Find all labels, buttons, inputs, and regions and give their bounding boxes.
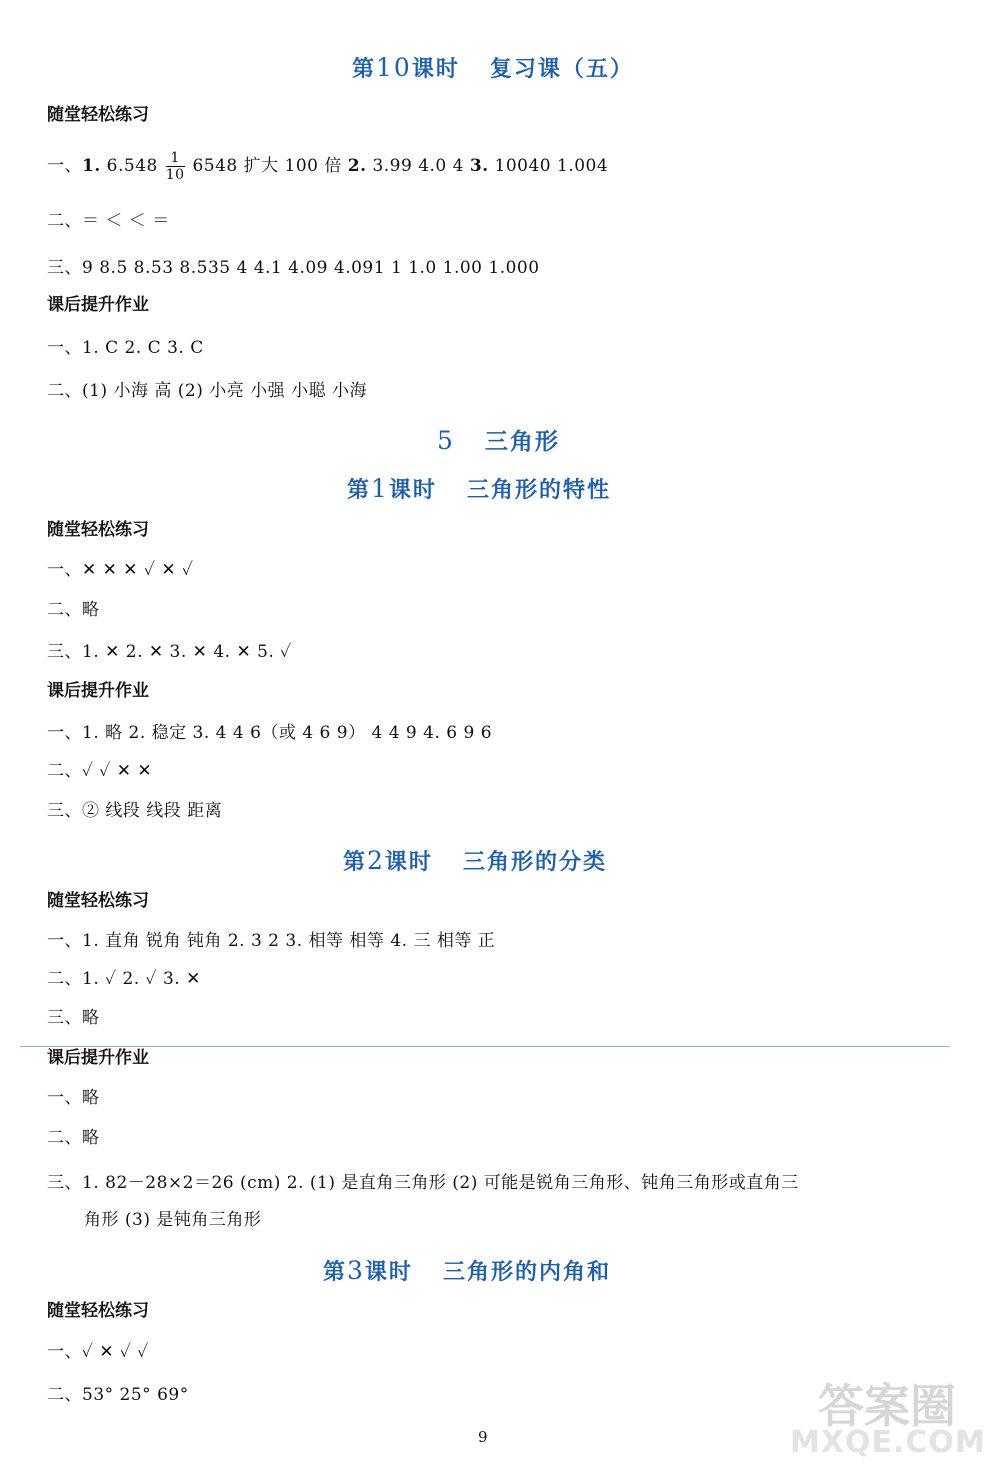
section-heading: 课后提升作业 [47, 1048, 149, 1068]
answer-line: 一、1. 直角 锐角 钝角 2. 3 2 3. 相等 相等 4. 三 相等 正 [47, 931, 496, 951]
section-heading: 随堂轻松练习 [47, 520, 149, 540]
divider [20, 1046, 950, 1047]
lesson-2-title: 第2课时 三角形的分类 [343, 846, 607, 875]
watermark-url: MXQE.COM [790, 1425, 986, 1460]
answer-line: 三、1. ✕ 2. ✕ 3. ✕ 4. ✕ 5. ✓ [47, 642, 292, 662]
answer-line: 二、(1) 小海 高 (2) 小亮 小强 小聪 小海 [47, 381, 367, 401]
answer-line: 一、1. C 2. C 3. C [47, 338, 204, 358]
answer-line: 二、53° 25° 69° [47, 1385, 189, 1405]
fraction: $\frac{1}{10}$ [165, 150, 185, 183]
answer-line: 二、＝ ＜ ＜ ＝ [47, 211, 170, 231]
section-heading: 课后提升作业 [47, 681, 149, 701]
answer-line: 角形 (3) 是钝角三角形 [84, 1210, 262, 1230]
watermark-logo: 答案圈 [818, 1379, 956, 1433]
section-heading: 课后提升作业 [47, 295, 149, 315]
answer-line: 二、1. ✓ 2. ✓ 3. ✕ [47, 969, 201, 989]
page-number: 9 [478, 1428, 488, 1446]
answer-line: 一、1. 6.548 $\frac{1}{10}$ 6548 扩大 100 倍 2. 3.99 4.0 4 3. 10040 1.004 [47, 150, 609, 183]
answer-line: 三、1. 82－28×2＝26 (cm) 2. (1) 是直角三角形 (2) 可能是锐角三角形、钝角三角形或直角三 [47, 1173, 799, 1193]
answer-line: 一、✕ ✕ ✕ ✓ ✕ ✓ [47, 560, 194, 580]
answer-line: 三、略 [47, 1008, 100, 1028]
answer-line: 一、1. 略 2. 稳定 3. 4 4 6（或 4 6 9） 4 4 9 4. 6 9 6 [47, 723, 493, 743]
section-heading: 随堂轻松练习 [47, 891, 149, 911]
section-heading: 随堂轻松练习 [47, 105, 149, 125]
lesson-1-title: 第1课时 三角形的特性 [347, 474, 611, 503]
answer-line: 三、② 线段 线段 距离 [47, 801, 223, 821]
lesson-3-title: 第3课时 三角形的内角和 [323, 1256, 611, 1285]
answer-line: 二、略 [47, 600, 100, 620]
unit-title: 5 三角形 [437, 426, 560, 455]
section-heading: 随堂轻松练习 [47, 1301, 149, 1321]
answer-line: 二、✓ ✓ ✕ ✕ [47, 761, 153, 781]
lesson-10-title: 第10课时 复习课（五） [352, 53, 634, 82]
answer-line: 一、✓ ✕ ✓ ✓ [47, 1342, 149, 1362]
answer-line: 三、9 8.5 8.53 8.535 4 4.1 4.09 4.091 1 1.0 1.00 1.000 [47, 258, 540, 278]
answer-line: 二、略 [47, 1128, 100, 1148]
answer-line: 一、略 [47, 1088, 100, 1108]
